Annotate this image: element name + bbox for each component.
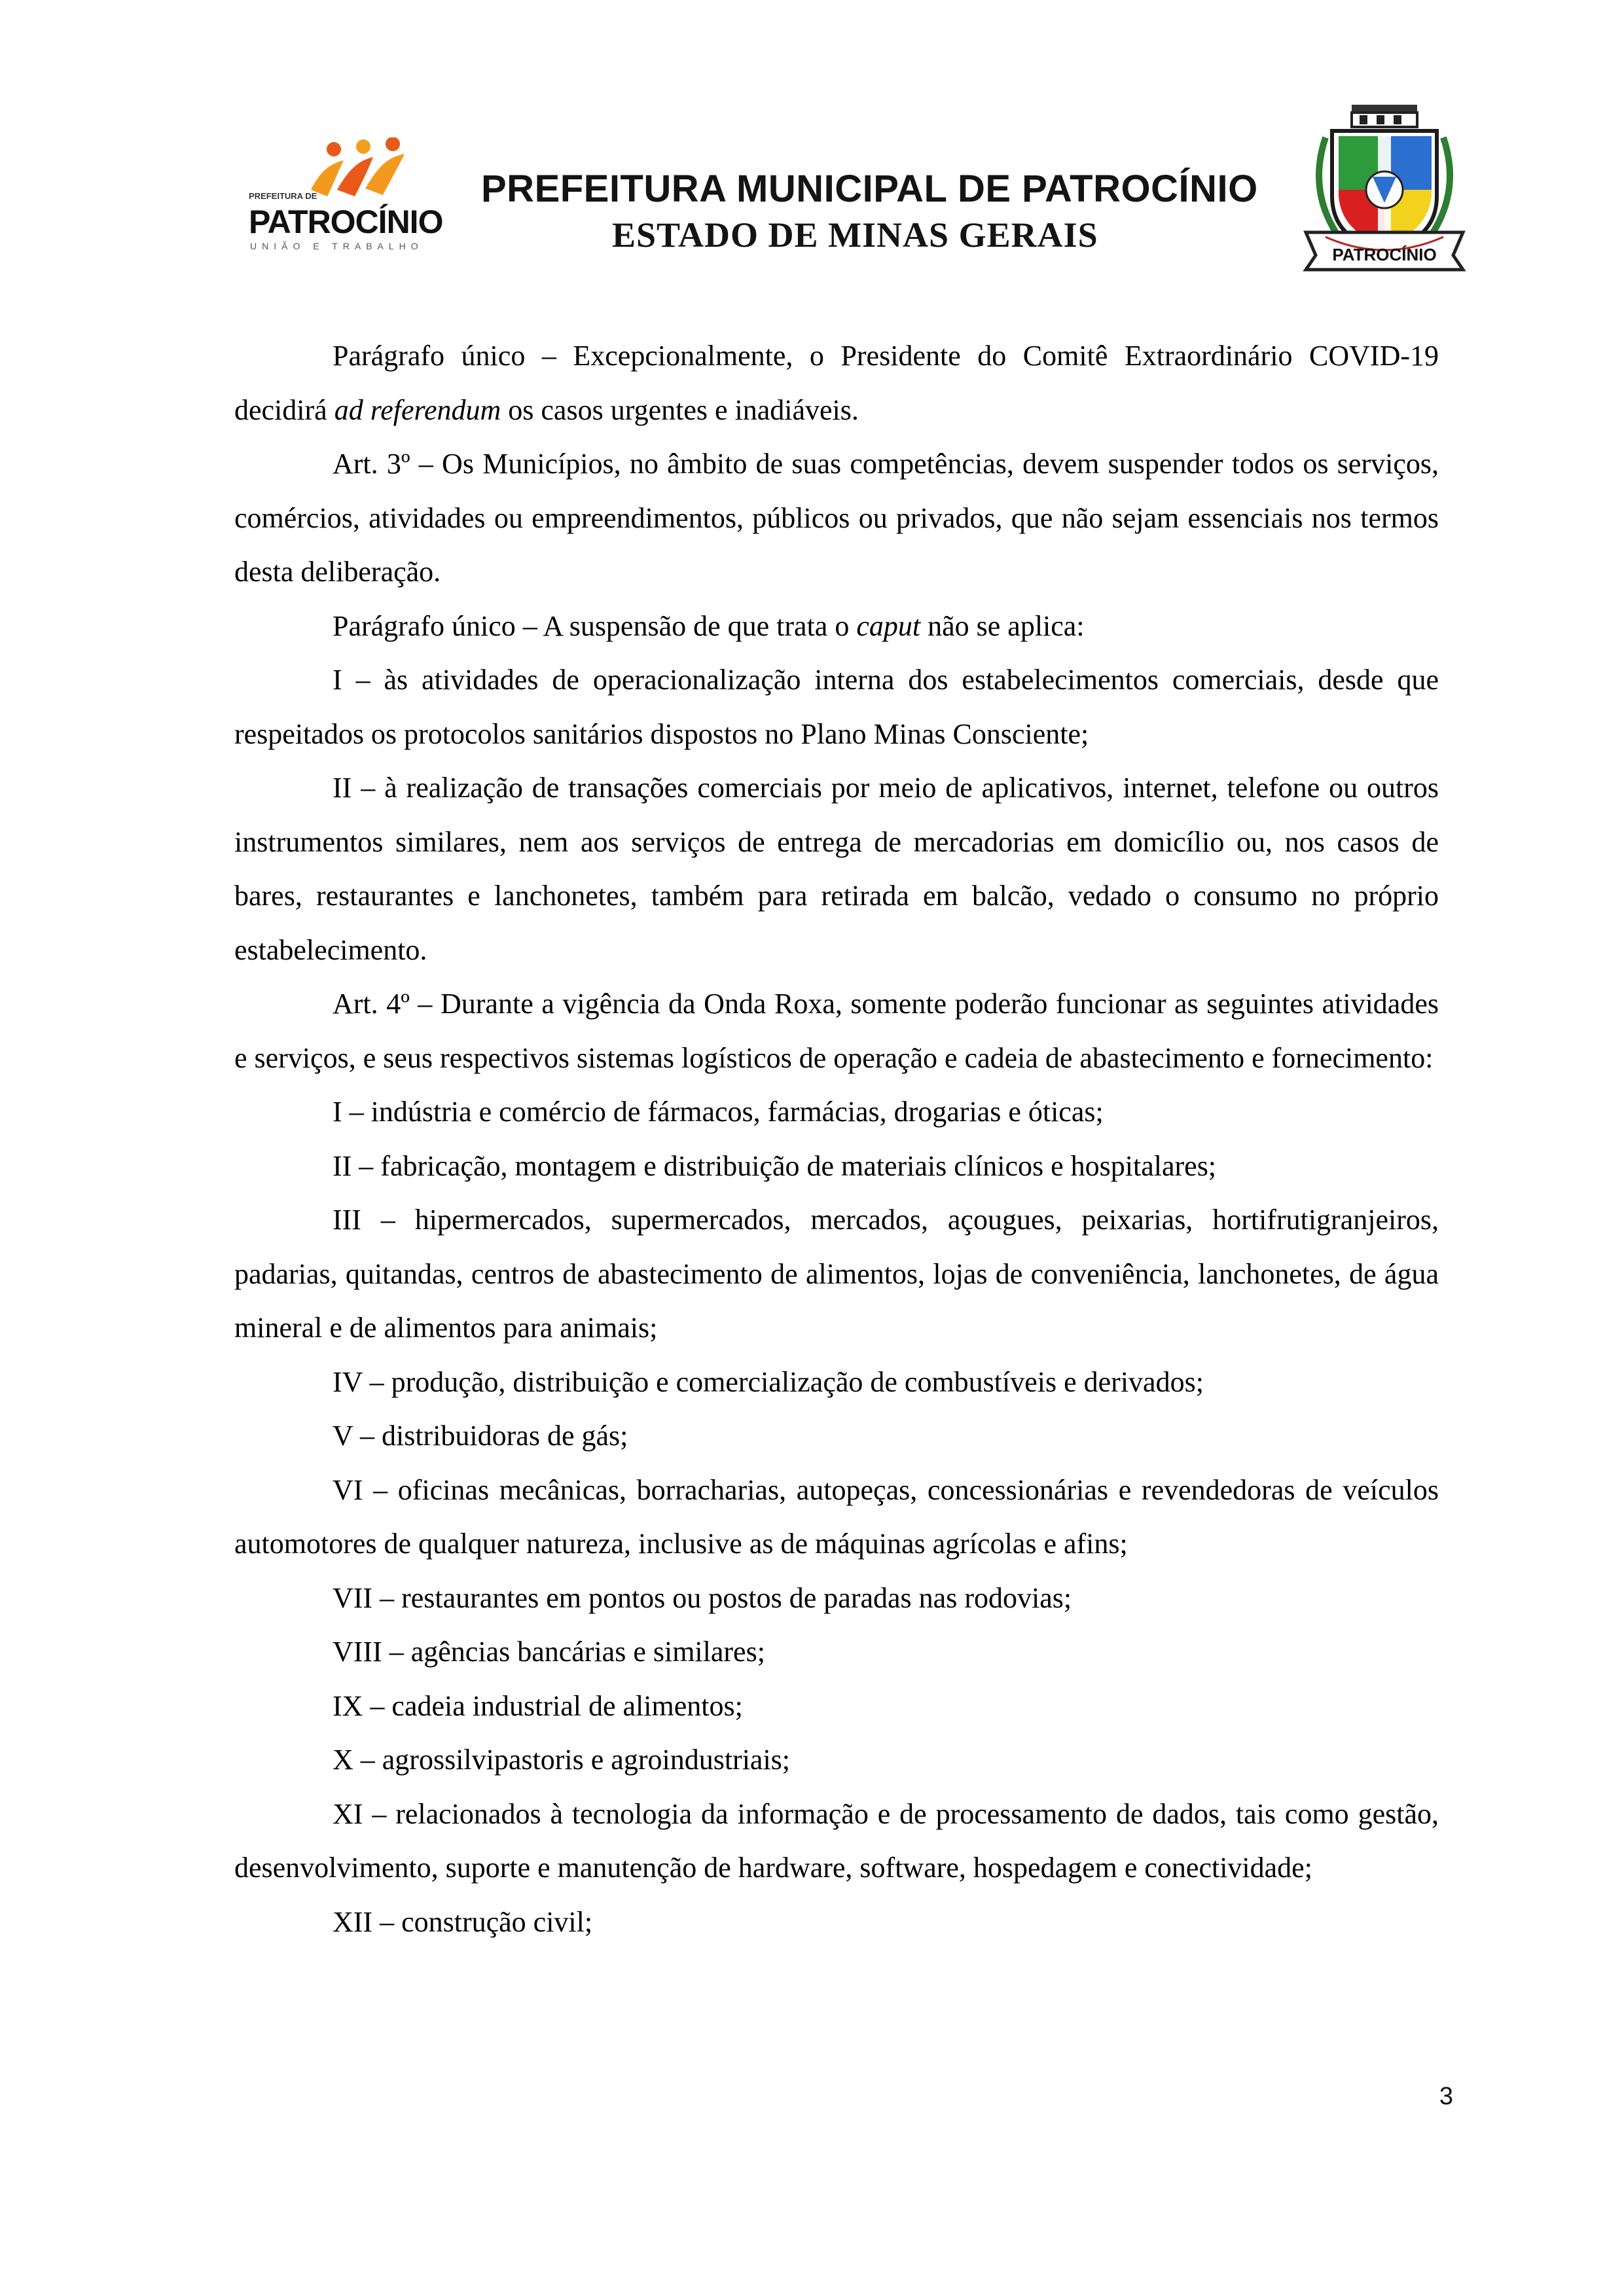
article-3: Art. 3º – Os Municípios, no âmbito de suas competências, devem suspender todos os serviços, comércios, atividades ou empreendimentos, públicos ou privados, que não sejam essenciais nos termos desta deliberação.: [234, 448, 1439, 588]
item-art4-x: X – agrossilvipastoris e agroindustriais;: [333, 1744, 791, 1776]
paragraph-unico-2: [234, 600, 1439, 654]
logo-tagline: UNIÃO E TRABALHO: [250, 241, 424, 251]
page-number: 3: [1439, 2083, 1453, 2110]
item-art4-ix: IX – cadeia industrial de alimentos;: [333, 1689, 743, 1722]
item-art4-v: V – distribuidoras de gás;: [333, 1420, 628, 1452]
patrocinio-logo: [249, 137, 445, 255]
item-art4-ii: II – fabricação, montagem e distribuição de materiais clínicos e hospitalares;: [333, 1149, 1217, 1182]
header-subtitle: ESTADO DE MINAS GERAIS: [612, 215, 1098, 255]
document-body: [234, 329, 1439, 1949]
logo-word: PATROCÍNIO: [249, 204, 443, 240]
item-art3-ii: II – à realização de transações comerciais por meio de aplicativos, internet, telefone ou outros instrumentos similares, nem aos serviços de entrega de mercadorias em domicílio ou, nos casos de bares, restaurantes e lanchonetes, também para retirada em balcão, vedado o consumo no próprio estabelecimento.: [234, 772, 1439, 966]
paragraph-text: Parágrafo único – A suspensão de que trata o: [333, 609, 857, 642]
logo-small-top: PREFEITURA DE: [249, 191, 317, 201]
item-art4-i: I – indústria e comércio de fármacos, farmácias, drogarias e óticas;: [333, 1096, 1104, 1128]
paragraph-text: não se aplica:: [920, 609, 1085, 642]
paragraph-text: Parágrafo único – Excepcionalmente, o Presidente do Comitê Extraordinário COVID-19 decidirá: [234, 340, 1439, 426]
item-art3-i: I – às atividades de operacionalização interna dos estabelecimentos comerciais, desde que respeitados os protocolos sanitários dispostos no Plano Minas Consciente;: [234, 664, 1439, 750]
italic-term: ad referendum: [334, 393, 501, 426]
item-art4-iii: III – hipermercados, supermercados, mercados, açougues, peixarias, hortifrutigranjeiros, padarias, quitandas, centros de abastecimento de alimentos, lojas de conveniência, lanchonetes, de água mineral e de alimentos para animais;: [234, 1204, 1439, 1344]
item-art4-vii: VII – restaurantes em pontos ou postos de paradas nas rodovias;: [333, 1581, 1072, 1614]
item-art4-vi: VI – oficinas mecânicas, borracharias, autopeças, concessionárias e revendedoras de veículos automotores de qualquer natureza, inclusive as de máquinas agrícolas e afins;: [234, 1473, 1439, 1560]
item-art4-xi: XI – relacionados à tecnologia da informação e de processamento de dados, tais como gestão, desenvolvimento, suporte e manutenção de hardware, software, hospedagem e conectividade;: [234, 1797, 1439, 1884]
article-4: Art. 4º – Durante a vigência da Onda Roxa, somente poderão funcionar as seguintes atividades e serviços, e seus respectivos sistemas logísticos de operação e cadeia de abastecimento e fornecimento:: [234, 988, 1439, 1074]
letterhead: [0, 0, 1624, 308]
paragraph-unico-1: [234, 329, 1439, 437]
header-title: PREFEITURA MUNICIPAL DE PATROCÍNIO: [481, 168, 1258, 210]
people-figures-icon: [308, 137, 425, 200]
coat-of-arms: [1286, 98, 1483, 275]
item-art4-viii: VIII – agências bancárias e similares;: [333, 1636, 765, 1668]
item-art4-iv: IV – produção, distribuição e comercialização de combustíveis e derivados;: [333, 1365, 1204, 1398]
item-art4-xii: XII – construção civil;: [333, 1905, 593, 1938]
paragraph-text: os casos urgentes e inadiáveis.: [501, 393, 859, 426]
coat-of-arms-icon: [1286, 98, 1483, 275]
italic-term: caput: [856, 609, 921, 642]
crest-ribbon-text: PATROCÍNIO: [1332, 245, 1437, 264]
